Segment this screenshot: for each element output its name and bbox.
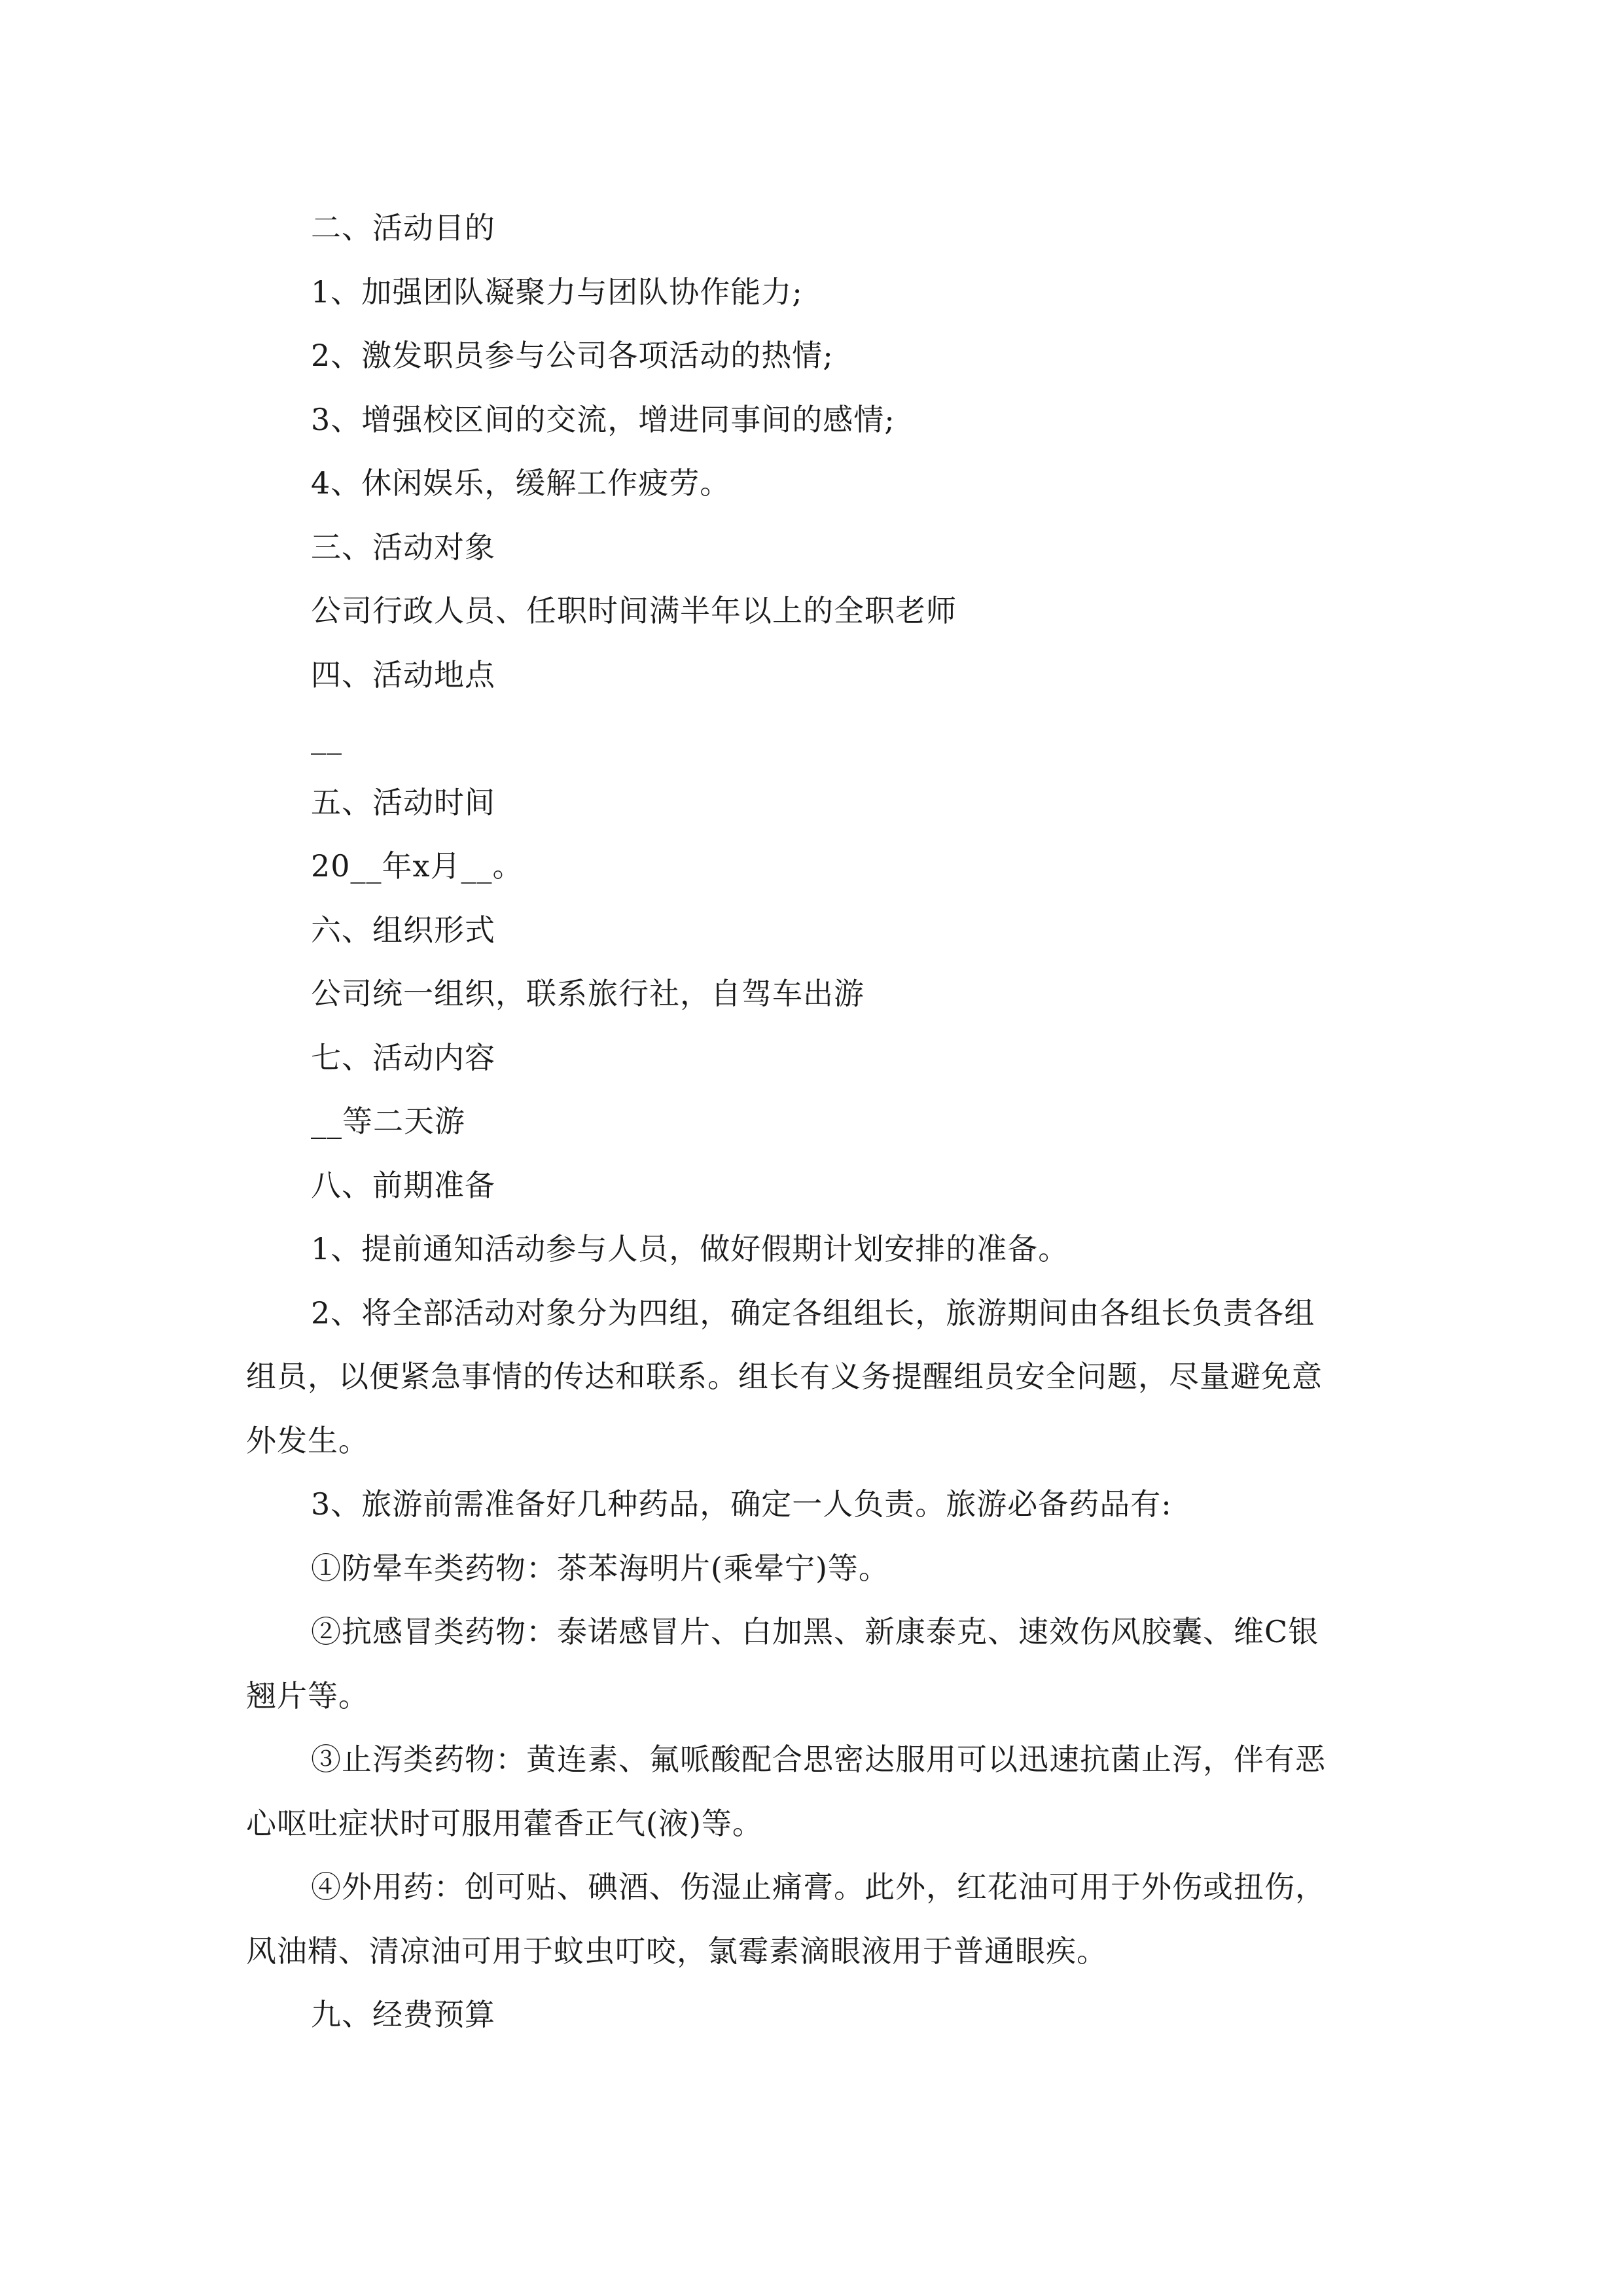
heading-format: 六、组织形式 [311,912,495,948]
medicine-cold-line-1: ②抗感冒类药物：泰诺感冒片、白加黑、新康泰克、速效伤风胶囊、维C银 [311,1614,1319,1649]
audience-text: 公司行政人员、任职时间满半年以上的全职老师 [311,593,957,628]
heading-preparation: 八、前期准备 [311,1168,495,1203]
format-text: 公司统一组织，联系旅行社，自驾车出游 [311,976,865,1011]
time-text: 20__年x月__。 [311,848,524,884]
medicine-diarrhea-line-2: 心呕吐症状时可服用藿香正气(液)等。 [246,1806,763,1841]
heading-content: 七、活动内容 [311,1040,495,1075]
medicine-diarrhea-line-1: ③止泻类药物：黄连素、氟哌酸配合思密达服用可以迅速抗菌止泻，伴有恶 [311,1742,1326,1777]
content-text: __等二天游 [311,1103,465,1139]
medicine-cold-line-2: 翘片等。 [246,1678,369,1713]
heading-location: 四、活动地点 [311,657,495,692]
medicine-external-line-1: ④外用药：创可贴、碘酒、伤湿止痛膏。此外，红花油可用于外伤或扭伤， [311,1869,1326,1905]
prep-item-3: 3、旅游前需准备好几种药品，确定一人负责。旅游必备药品有: [311,1486,1172,1522]
prep-item-2-line-1: 2、将全部活动对象分为四组，确定各组组长，旅游期间由各组长负责各组 [311,1295,1315,1331]
purpose-item-4: 4、休闲娱乐，缓解工作疲劳。 [311,465,731,501]
medicine-external-line-2: 风油精、清凉油可用于蚊虫叮咬，氯霉素滴眼液用于普通眼疾。 [246,1933,1107,1969]
prep-item-1: 1、提前通知活动参与人员，做好假期计划安排的准备。 [311,1231,1069,1266]
location-text: __ [311,719,342,755]
prep-item-2-line-3: 外发生。 [246,1423,369,1458]
prep-item-2-line-2: 组员，以便紧急事情的传达和联系。组长有义务提醒组员安全问题，尽量避免意 [246,1359,1323,1394]
medicine-motion: ①防晕车类药物：茶苯海明片(乘晕宁)等。 [311,1551,889,1586]
heading-purpose: 二、活动目的 [311,210,495,245]
heading-budget: 九、经费预算 [311,1997,495,2032]
purpose-item-3: 3、增强校区间的交流，增进同事间的感情; [311,402,895,437]
heading-time: 五、活动时间 [311,785,495,820]
heading-audience: 三、活动对象 [311,529,495,565]
purpose-item-2: 2、激发职员参与公司各项活动的热情; [311,338,834,373]
purpose-item-1: 1、加强团队凝聚力与团队协作能力; [311,274,803,310]
